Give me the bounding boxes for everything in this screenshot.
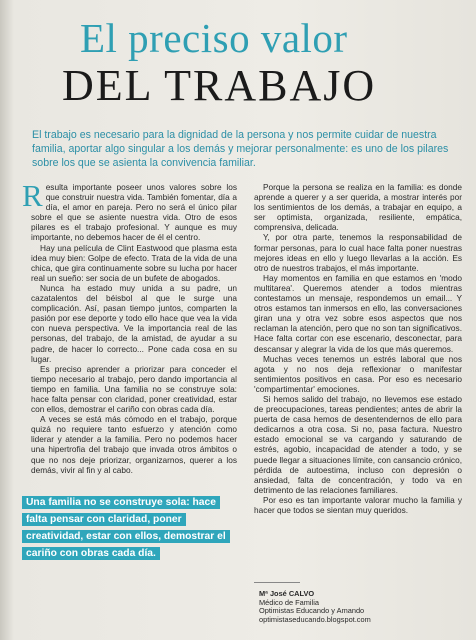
author-blog-url: optimistaseducando.blogspot.com [259,614,371,624]
article-paragraph: Hay momentos en familia en que estamos en 'modo multitarea'. Queremos atender a todos mientras contestamos un mensaje, respondemos un email... Y otros estamos tan inmersos en ello, las conversaciones giran una y otra vez sobre esos aspectos que nos reclaman la atención, pero que no son tan significativos. Hace falta cortar con ese escenario, desconectar, para descansar y alegrar la vida de los que más queremos. [254,272,462,354]
author-name: Mª José CALVO [259,589,315,598]
article-paragraph: Muchas veces tenemos un estrés laboral que nos agota y no nos deja reflexionar o manifestar sentimientos positivos en casa. Por eso es necesario 'compartimentar' emociones. [254,353,462,394]
title-line-2: DEL TRABAJO [62,61,377,110]
pull-quote [22,494,240,562]
author-signature [259,590,449,624]
pull-quote-text: Una familia no se construye sola: hace falta pensar con claridad, poner creatividad, estar con ellos, demostrar el cariño con obras cada día. [22,496,230,560]
article-paragraph: Nunca ha estado muy unida a su padre, un cazatalentos del béisbol al que le surge una complicación. Así, pasan tiempo juntos, comparten la pasión por ese deporte y todo ello hace que vea la vida con nueva perspectiva. Ve la importancia real de las personas, del trabajo, de la amistad, de ayudar a su padre, de hacer lo correcto... Pone cada cosa en su lugar. [31,282,237,364]
article-paragraph: Es preciso aprender a priorizar para conceder el tiempo necesario al trabajo, pero dando importancia al tiempo en familia. Una familia no se construye sola: hace falta pensar con claridad, poner creatividad, estar con ellos, demostrar el cariño con obras cada día. [31,363,237,415]
article-paragraph: Resulta importante poseer unos valores sobre los que construir nuestra vida. También fomentar, día a día, el amor en pareja. Pero no será el único pilar sobre el que se asiente nuestra vida. Otro de esos pilares es el trabajo profesional. Y aunque es muy importante, no debemos hacer de él el centro. [22,178,237,243]
article-column-right [254,182,462,515]
drop-cap: R [22,178,43,213]
article-paragraph: Y, por otra parte, tenemos la responsabilidad de formar personas, para lo cual hace falta poner nuestras mejores ideas en ello y luego llevarlas a la acción. Es otro de nuestros trabajos, el más importante. [254,232,462,273]
article-column-left [22,178,237,475]
article-paragraph: Por eso es tan importante valorar mucho la familia y hacer que todos se sientan muy queridos. [254,494,462,515]
article-paragraph: Hay una película de Clint Eastwood que plasma esta idea muy bien: Golpe de efecto. Trata de la vida de una chica, que gira continuamente sobre su lucha por hacer real un sueño: ser socia de un bufete de abogados. [31,242,237,283]
signature-divider [254,582,300,583]
author-organization: Optimistas Educando y Amando [259,606,365,616]
author-role: Médico de Familia [259,597,319,607]
article-paragraph: Porque la persona se realiza en la familia: es donde aprende a querer y a ser querida, a mostrar interés por los sentimientos de los demás, a trabajar en equipo, a ser optimista, organizada, resiliente, empática, comprensiva, delicada. [254,182,462,233]
title-line-1: El preciso valor [80,15,348,61]
article-paragraph: A veces se está más cómodo en el trabajo, porque quizá no requiere tanto esfuerzo y atención como liderar y atender a la familia. Pero no podemos hacer una hipertrofia del trabajo que invada otros ámbitos o que no nos deje priorizar, organizarnos, querer a los demás, vivir al fin y al cabo. [31,414,237,475]
lead-paragraph: El trabajo es necesario para la dignidad de la persona y nos permite cuidar de nuestra familia, aportar algo singular a los demás y mejorar personalmente: es uno de los pilares sobre los que se asienta la convivencia familiar. [32,129,449,169]
article-paragraph: Si hemos salido del trabajo, no llevemos ese estado de preocupaciones, tareas pendientes; antes de abrir la puerta de casa hemos de desentendernos de ello para dedicarnos a otra cosa. Si no, pasa factura. Nuestro estado emocional se va cargando y saturando de estrés, agobio, incapacidad de atender a todo, y se puede llegar a situaciones límite, con cansancio crónico, pérdida de autoestima, incluso con depresión o ansiedad, falta de concentración, y todo va en detrimento de las relaciones familiares. [254,393,462,495]
